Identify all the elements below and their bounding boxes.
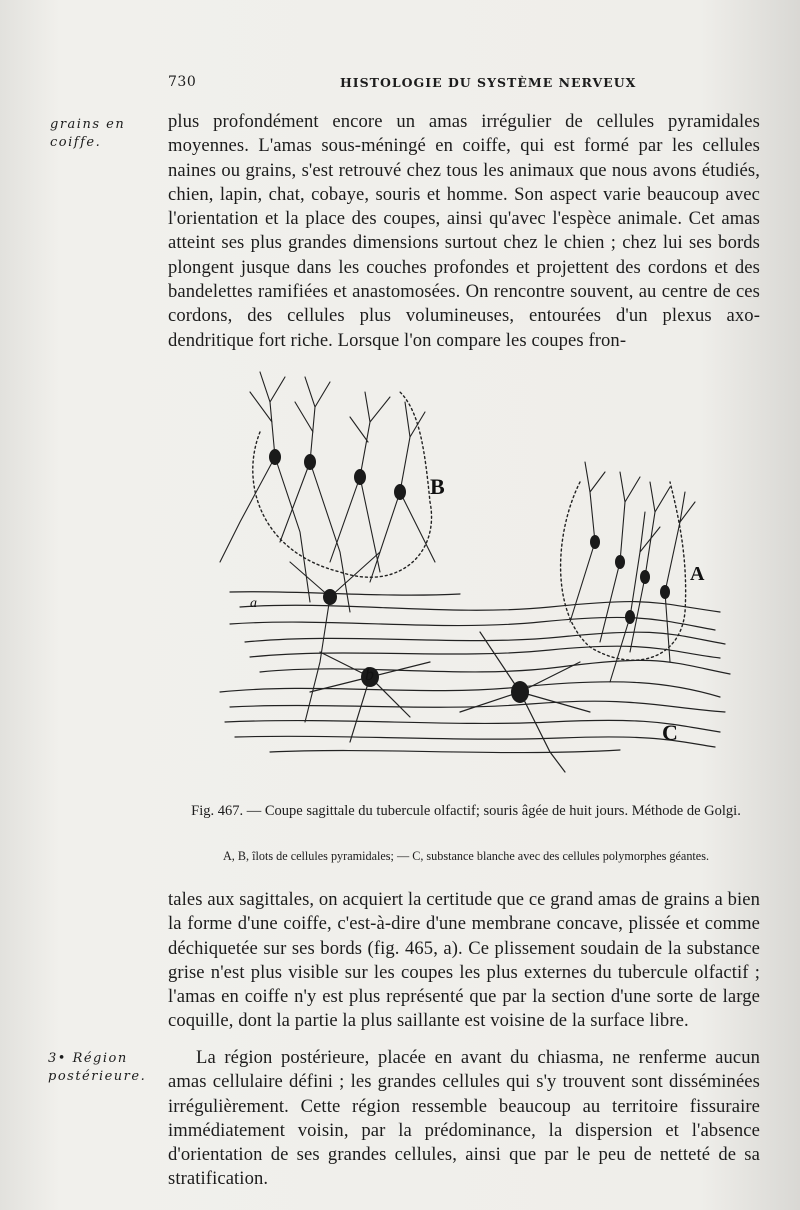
figure-467 xyxy=(200,362,745,782)
neuron-illustration xyxy=(200,362,745,782)
label-b-island: B xyxy=(430,474,445,499)
paragraph-2-text: tales aux sagittales, on acquiert la certitude que ce grand amas de grains a bien la forme d'une coiffe, c'est-à-dire d'une membrane concave, plissée et comme déchiquetée sur ses bords (fig. 465, a). Ce plissement soudain de la substance grise n'est plus visible sur les coupes les plus externes du tubercule olfactif ; l'amas en coiffe n'y est plus représenté que par la section d'une sorte de large coquille, dont la partie la plus saillante est voisine de la surface libre. xyxy=(168,889,761,1032)
figure-legend: A, B, îlots de cellules pyramidales; — C, substance blanche avec des cellules polymorphes géantes. xyxy=(222,849,709,863)
island-a-dendrites xyxy=(570,462,695,682)
margin-note-grains: grains en coiffe. xyxy=(50,117,126,150)
label-a-island: A xyxy=(690,563,705,585)
cell-bodies xyxy=(269,449,670,703)
paragraph-3-text: La région postérieure, placée en avant du chiasma, ne renferme aucun amas cellulaire défini ; les grandes cellules qui s'y trouvent sont disséminées irrégulièrement. Cette région ressemble beaucoup au territoire fissuraire immédiatement voisin, par la prédominance, la dispersion et l'absence d'orientation de ses grandes cellules, ainsi que par le peu de netteté de sa stratification. xyxy=(168,1047,760,1190)
running-title: HISTOLOGIE DU SYSTÈME NERVEUX xyxy=(340,75,637,90)
label-a-fiber: a xyxy=(250,596,257,611)
white-matter-fibers xyxy=(220,592,730,753)
page-number: 730 xyxy=(168,74,197,90)
page-header xyxy=(0,74,800,94)
paragraph-3 xyxy=(168,1046,760,1192)
label-b-cell: b xyxy=(365,664,374,684)
margin-note-region-posterieure: 3• Région postérieure. xyxy=(48,1051,147,1084)
island-b-outline xyxy=(253,392,432,577)
island-b-dendrites xyxy=(220,372,435,722)
label-c-white-matter: C xyxy=(662,720,678,745)
paragraph-2 xyxy=(168,888,760,1034)
figure-caption: Fig. 467. — Coupe sagittale du tubercule olfactif; souris âgée de huit jours. Méthode de Golgi. xyxy=(191,803,741,819)
paragraph-1 xyxy=(168,110,760,353)
paragraph-1-text: plus profondément encore un amas irrégulier de cellules pyramidales moyennes. L'amas sous-méningé en coiffe, qui est formé par les cellules naines ou grains, s'est retrouvé chez tous les animaux que nous avons étudiés, chien, lapin, chat, cobaye, souris et homme. Son aspect varie beaucoup avec l'orientation et la place des coupes, ainsi qu'avec l'espèce animale. Cet amas atteint ses plus grandes dimensions surtout chez le chien ; chez lui ses bords plongent jusque dans les couches profondes et projettent des cordons et des bandelettes ramifiées et anastomosées. On rencontre souvent, au centre de ces cordons, des cellules plus volumineuses, entourées d'un plexus axo-dendritique fort riche. Lorsque l'on compare les coupes fron- xyxy=(168,111,760,351)
